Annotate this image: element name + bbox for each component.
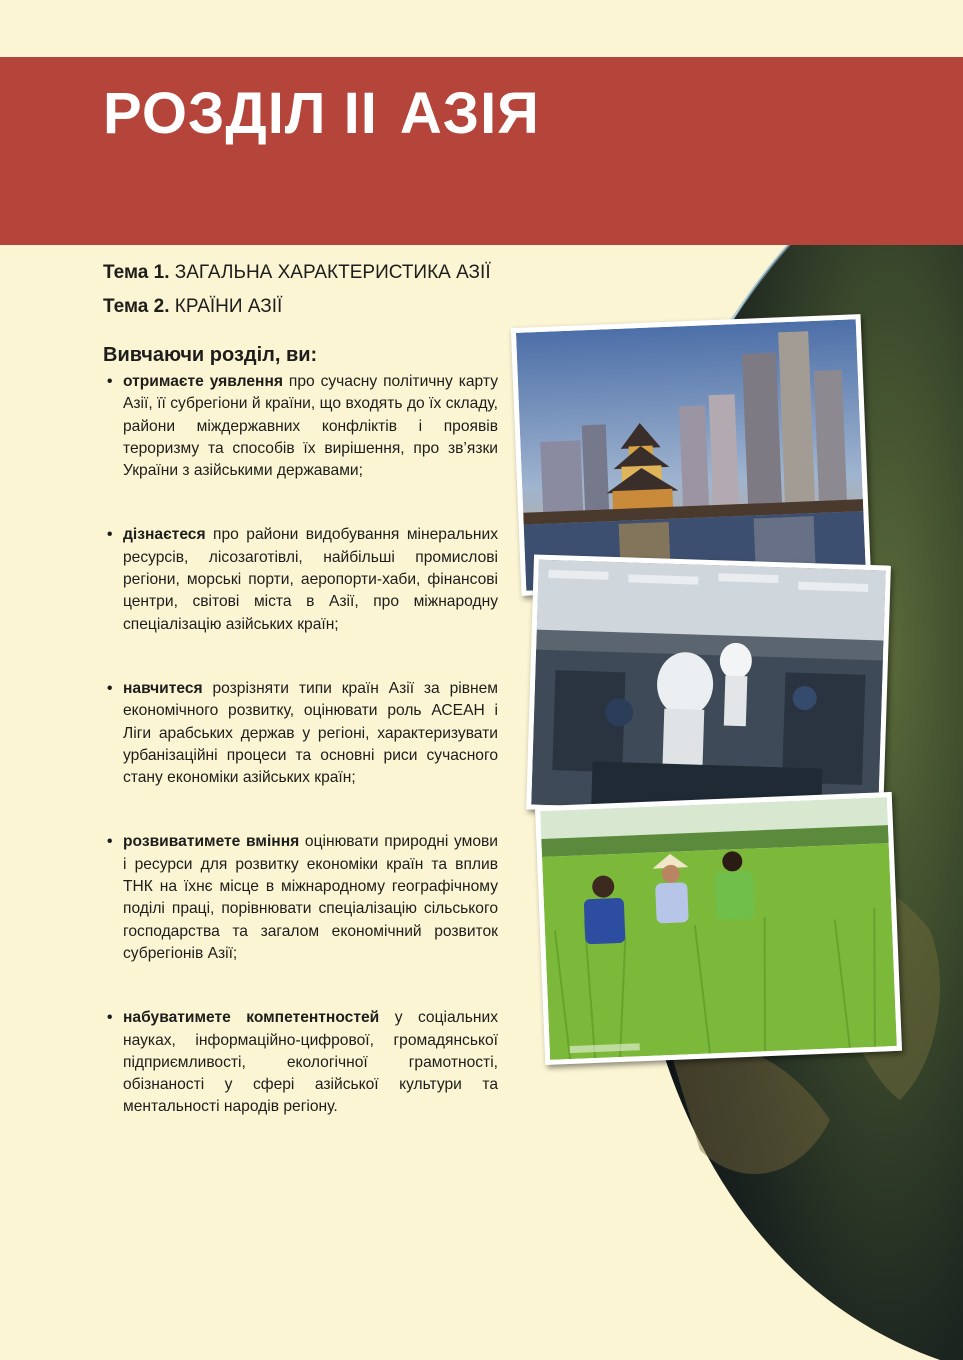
goal-text: у соціальних науках, інформаційно-цифрової, громадянської підприємливості, екологічної грамотності, обізнаності у сфері азійської культури та ментальності народів регіону. [123, 1009, 498, 1116]
section-title-part1: РОЗДІЛ II [103, 81, 378, 146]
intro-heading: Вивчаючи розділ, ви: [103, 344, 318, 366]
goal-text: про райони видобування мінеральних ресурсів, лісозаготівлі, найбільші промислові регіони, морські порти, аеропорти-хаби, фінансові центри, світові міста в Азії, про міжнародну спеціалізацію азійських країн; [123, 526, 498, 633]
section-title-part2: АЗІЯ [399, 81, 540, 146]
bullet-icon: • [107, 1009, 113, 1027]
section-title [103, 80, 540, 147]
goal-keyword: отримаєте уявлення [123, 373, 283, 390]
goal-item [104, 678, 498, 789]
goal-keyword: розвиватимете вміння [123, 833, 300, 851]
goals-list [104, 371, 498, 1119]
topic-label: Тема 2. [103, 296, 170, 317]
factory-photo [526, 554, 891, 820]
city-skyline-photo [511, 314, 871, 596]
goal-keyword: дізнаєтеся [123, 526, 206, 544]
bullet-icon: • [107, 833, 113, 851]
goal-keyword: набуватимете компетентностей [123, 1009, 380, 1027]
topic-2 [103, 296, 491, 330]
bullet-icon: • [107, 373, 113, 390]
bullet-icon: • [107, 526, 113, 544]
goal-item [104, 371, 498, 482]
goal-text: про сучасну політичну карту Азії, її субрегіони й країни, що входять до їх складу, райони міждержавних конфліктів і проявів тероризму та способів їх вирішення, про зв’язки України з азійськими державами; [123, 373, 499, 480]
topic-name: КРАЇНИ АЗІЇ [174, 296, 283, 317]
goal-item [104, 1007, 498, 1118]
topic-1 [103, 262, 491, 296]
goal-keyword: навчитеся [123, 679, 203, 697]
goal-item [104, 831, 498, 965]
topics-list [103, 262, 491, 330]
bullet-icon: • [107, 679, 113, 697]
topic-name: ЗАГАЛЬНА ХАРАКТЕРИСТИКА АЗІЇ [174, 262, 491, 283]
topic-label: Тема 1. [103, 262, 170, 283]
goal-text: оцінювати природні умови і ресурси для розвитку економіки країн та вплив ТНК на їхнє місце в міжнародному географічному поділі праці, порівнювати спеціалізацію сільського господарства та загалом економічний розвиток субрегіонів Азії; [123, 833, 498, 962]
goal-text: розрізняти типи країн Азії за рівнем економічного розвитку, оцінювати роль АСЕАН і Ліги арабських держав у регіоні, характеризувати урбанізаційні процеси та основні риси сучасного стану економіки азійських країн; [123, 679, 498, 787]
rice-field-photo [535, 792, 902, 1065]
goal-item [104, 524, 498, 635]
